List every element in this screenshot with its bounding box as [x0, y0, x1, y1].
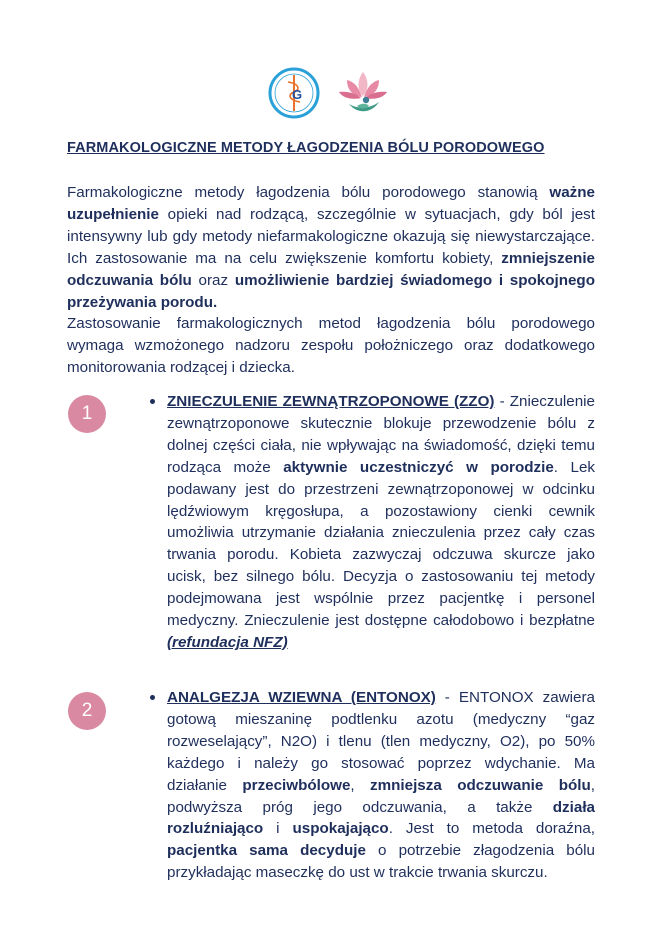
method-bold-run: przeciwbólowe — [242, 776, 351, 794]
bullet-dot — [150, 695, 155, 700]
method-text-run: i — [263, 820, 293, 838]
method-heading: ANALGEZJA WZIEWNA (ENTONOX) — [167, 689, 436, 706]
method-bold-run: zmniejsza odczuwanie bólu — [370, 776, 591, 794]
method-item-entonox — [150, 687, 595, 884]
method-description — [167, 391, 595, 654]
step-number-badge: 2 — [68, 692, 106, 730]
method-bold-run: aktywnie uczestniczyć w porodzie — [283, 458, 554, 476]
method-item-zzo — [150, 391, 595, 654]
intro-paragraph-2: Zastosowanie farmakologicznych metod łagodzenia bólu porodowego wymaga wzmożonego nadzoru zespołu położniczego oraz dodatkowego monitorowania rodzącej i dziecka. — [67, 315, 595, 377]
lotus-mother-child-logo-icon — [335, 66, 391, 120]
method-text-run: , podwyższa próg jego odczuwania, a także — [167, 776, 595, 816]
method-text-run: - Znieczulenie zewnątrzoponowe skutecznie blokuje przewodzenie bólu z dolnej części ciała, nie wpływając na świadomość, dzięki temu rodząca może — [167, 393, 596, 476]
method-description — [167, 687, 595, 884]
intro-text — [67, 182, 595, 379]
step-number-badge: 1 — [68, 395, 106, 433]
intro-bold-run: ważne uzupełnienie — [67, 184, 595, 223]
method-text-run: . Jest to metoda doraźna, — [388, 820, 595, 838]
page-title: FARMAKOLOGICZNE METODY ŁAGODZENIA BÓLU PORODOWEGO — [67, 140, 545, 156]
intro-bold-run: umożliwienie bardziej świadomego i spokojnego przeżywania porodu. — [67, 271, 595, 311]
bullet-dot — [150, 399, 155, 404]
method-bold-run: pacjentka sama decyduje — [167, 842, 366, 860]
refund-note: (refundacja NFZ) — [167, 633, 288, 651]
intro-text-run: oraz — [191, 271, 235, 289]
intro-text-run: opieki nad rodzącą, szczególnie w sytuacjach, gdy ból jest intensywny lub gdy metody niefarmakologiczne okazują się niewystarczające. Ich zastosowanie ma na celu zwiększenie komfortu kobiety, — [67, 205, 595, 267]
intro-paragraph-1 — [67, 182, 595, 313]
header-logos — [0, 66, 661, 122]
method-text-run: - ENTONOX zawiera gotową mieszaninę podtlenku azotu (medyczny “gaz rozweselający”, N2O) i tlenu (tlen medyczny, O2), po 50% każdego i należy go stosować poprzez wdychanie. Ma działanie — [167, 689, 595, 794]
svg-text:G: G — [292, 87, 303, 102]
intro-text-run: Farmakologiczne metody łagodzenia bólu porodowego stanowią — [67, 184, 550, 201]
method-text-run: o potrzebie złagodzenia bólu przykładając maseczkę do ust w trakcie trwania skurczu. — [167, 842, 595, 882]
method-text-run: , — [350, 776, 371, 794]
intro-bold-run: zmniejszenie odczuwania bólu — [67, 249, 595, 289]
method-bold-run: działa rozluźniająco — [167, 798, 595, 838]
method-bold-run: uspokajająco — [292, 820, 389, 838]
medical-caduceus-logo-icon — [267, 66, 321, 120]
method-heading: ZNIECZULENIE ZEWNĄTRZOPONOWE (ZZO) — [167, 393, 495, 410]
method-text-run: . Lek podawany jest do przestrzeni zewnątrzoponowej w odcinku lędźwiowym kręgosłupa, a pozostawiony cienki cewnik umożliwia utrzymanie działania znieczulenia przez cały czas trwania porodu. Kobieta zazwyczaj odczuwa skurcze jako ucisk, bez silnego bólu. Decyzja o zastosowaniu tej metody podejmowana jest wspólnie przez pacjentkę i personel medyczny. Znieczulenie jest dostępne całodobowo i bezpłatne — [167, 458, 595, 630]
